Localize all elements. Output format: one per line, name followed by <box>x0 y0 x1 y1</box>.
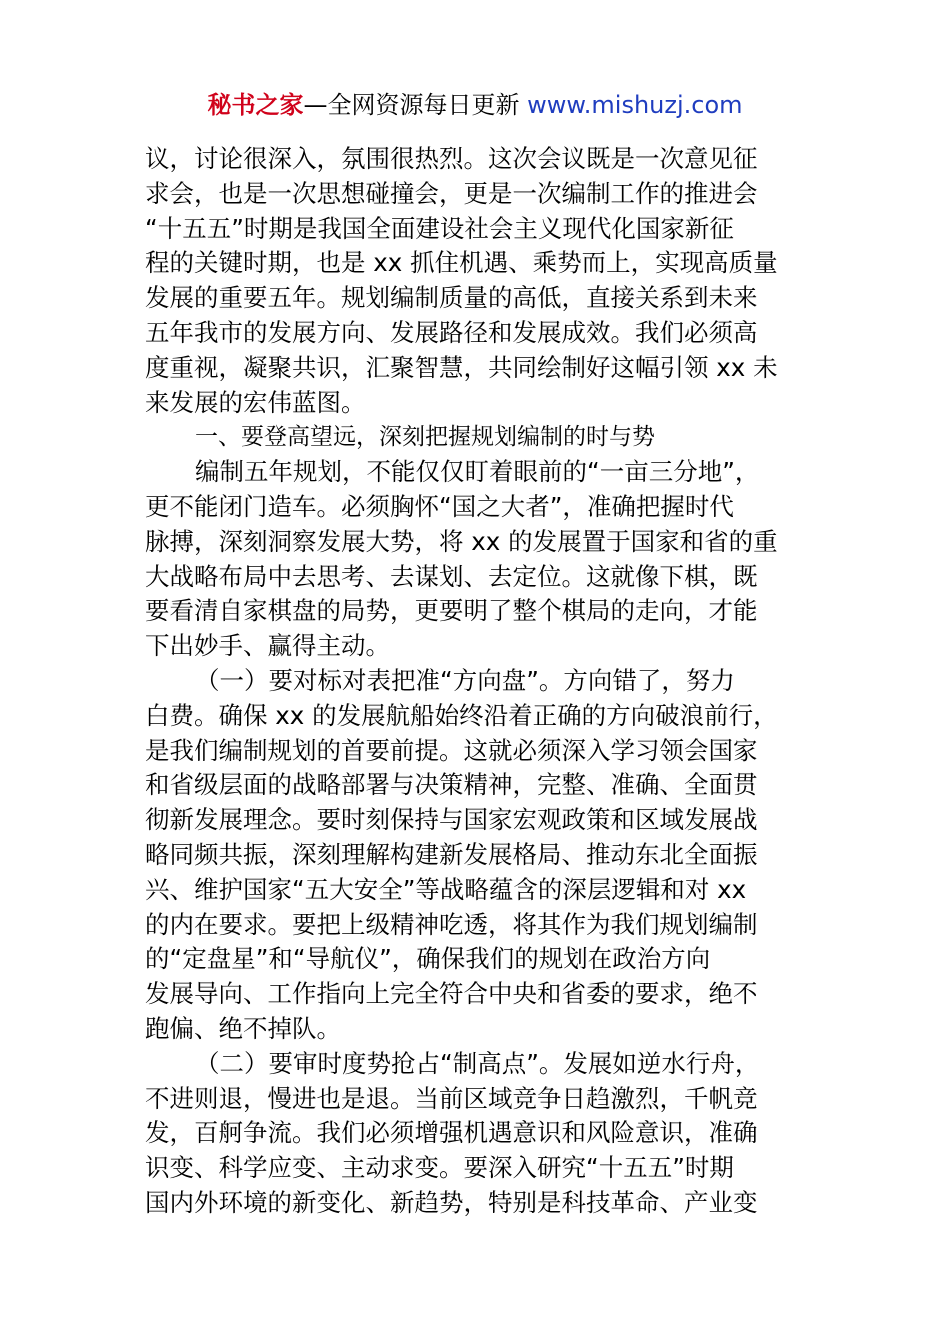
text-line: 度重视，凝聚共识，汇聚智慧，共同绘制好这幅引领 xx 未 <box>145 352 778 382</box>
paragraph-start: （一）要对标对表把准“方向盘”。方向错了，努力 <box>195 665 735 695</box>
text-line: 兴、维护国家“五大安全”等战略蕴含的深层逻辑和对 xx <box>145 874 747 904</box>
text-line: 五年我市的发展方向、发展路径和发展成效。我们必须高 <box>145 317 758 347</box>
paragraph-start: （二）要审时度势抢占“制高点”。发展如逆水行舟， <box>195 1048 760 1078</box>
text-line: 发展导向、工作指向上完全符合中央和省委的要求，绝不 <box>145 979 758 1009</box>
text-line: 要看清自家棋盘的局势，更要明了整个棋局的走向，才能 <box>145 596 758 626</box>
text-line: 发，百舸争流。我们必须增强机遇意识和风险意识，准确 <box>145 1118 758 1148</box>
site-url[interactable]: www.mishuzj.com <box>527 91 743 119</box>
site-header <box>0 88 950 122</box>
text-line: 识变、科学应变、主动求变。要深入研究“十五五”时期 <box>145 1153 734 1183</box>
text-line: 程的关键时期，也是 xx 抓住机遇、乘势而上，实现高质量 <box>145 248 778 278</box>
header-tagline: —全网资源每日更新 <box>303 91 528 119</box>
text-line: 不进则退，慢进也是退。当前区域竞争日趋激烈，千帆竞 <box>145 1083 758 1113</box>
text-line: 是我们编制规划的首要前提。这就必须深入学习领会国家 <box>145 735 758 765</box>
text-line: 白费。确保 xx 的发展航船始终沿着正确的方向破浪前行， <box>145 700 778 730</box>
text-line: 跑偏、绝不掉队。 <box>145 1013 341 1043</box>
text-line: 彻新发展理念。要时刻保持与国家宏观政策和区域发展战 <box>145 805 758 835</box>
text-line: “十五五”时期是我国全面建设社会主义现代化国家新征 <box>145 213 734 243</box>
brand-name: 秘书之家 <box>207 91 304 119</box>
document-body <box>145 142 815 1221</box>
text-line: 议，讨论很深入，氛围很热烈。这次会议既是一次意见征 <box>145 144 758 173</box>
text-line: 的内在要求。要把上级精神吃透，将其作为我们规划编制 <box>145 909 758 939</box>
text-line: 更不能闭门造车。必须胸怀“国之大者”，准确把握时代 <box>145 491 734 521</box>
text-line: 和省级层面的战略部署与决策精神，完整、准确、全面贯 <box>145 770 758 800</box>
text-line: 的“定盘星”和“导航仪”，确保我们的规划在政治方向 <box>145 944 711 974</box>
text-line: 来发展的宏伟蓝图。 <box>145 387 366 417</box>
text-line: 国内外环境的新变化、新趋势，特别是科技革命、产业变 <box>145 1187 758 1217</box>
paragraph-start: 编制五年规划，不能仅仅盯着眼前的“一亩三分地”， <box>195 457 760 487</box>
text-line: 略同频共振，深刻理解构建新发展格局、推动东北全面振 <box>145 839 758 869</box>
text-line: 下出妙手、赢得主动。 <box>145 631 390 661</box>
section-heading: 一、要登高望远，深刻把握规划编制的时与势 <box>195 424 655 451</box>
text-line: 求会，也是一次思想碰撞会，更是一次编制工作的推进会 <box>145 178 758 208</box>
text-line: 大战略布局中去思考、去谋划、去定位。这就像下棋，既 <box>145 561 758 591</box>
text-line: 发展的重要五年。规划编制质量的高低，直接关系到未来 <box>145 283 758 313</box>
text-line: 脉搏，深刻洞察发展大势，将 xx 的发展置于国家和省的重 <box>145 526 778 556</box>
